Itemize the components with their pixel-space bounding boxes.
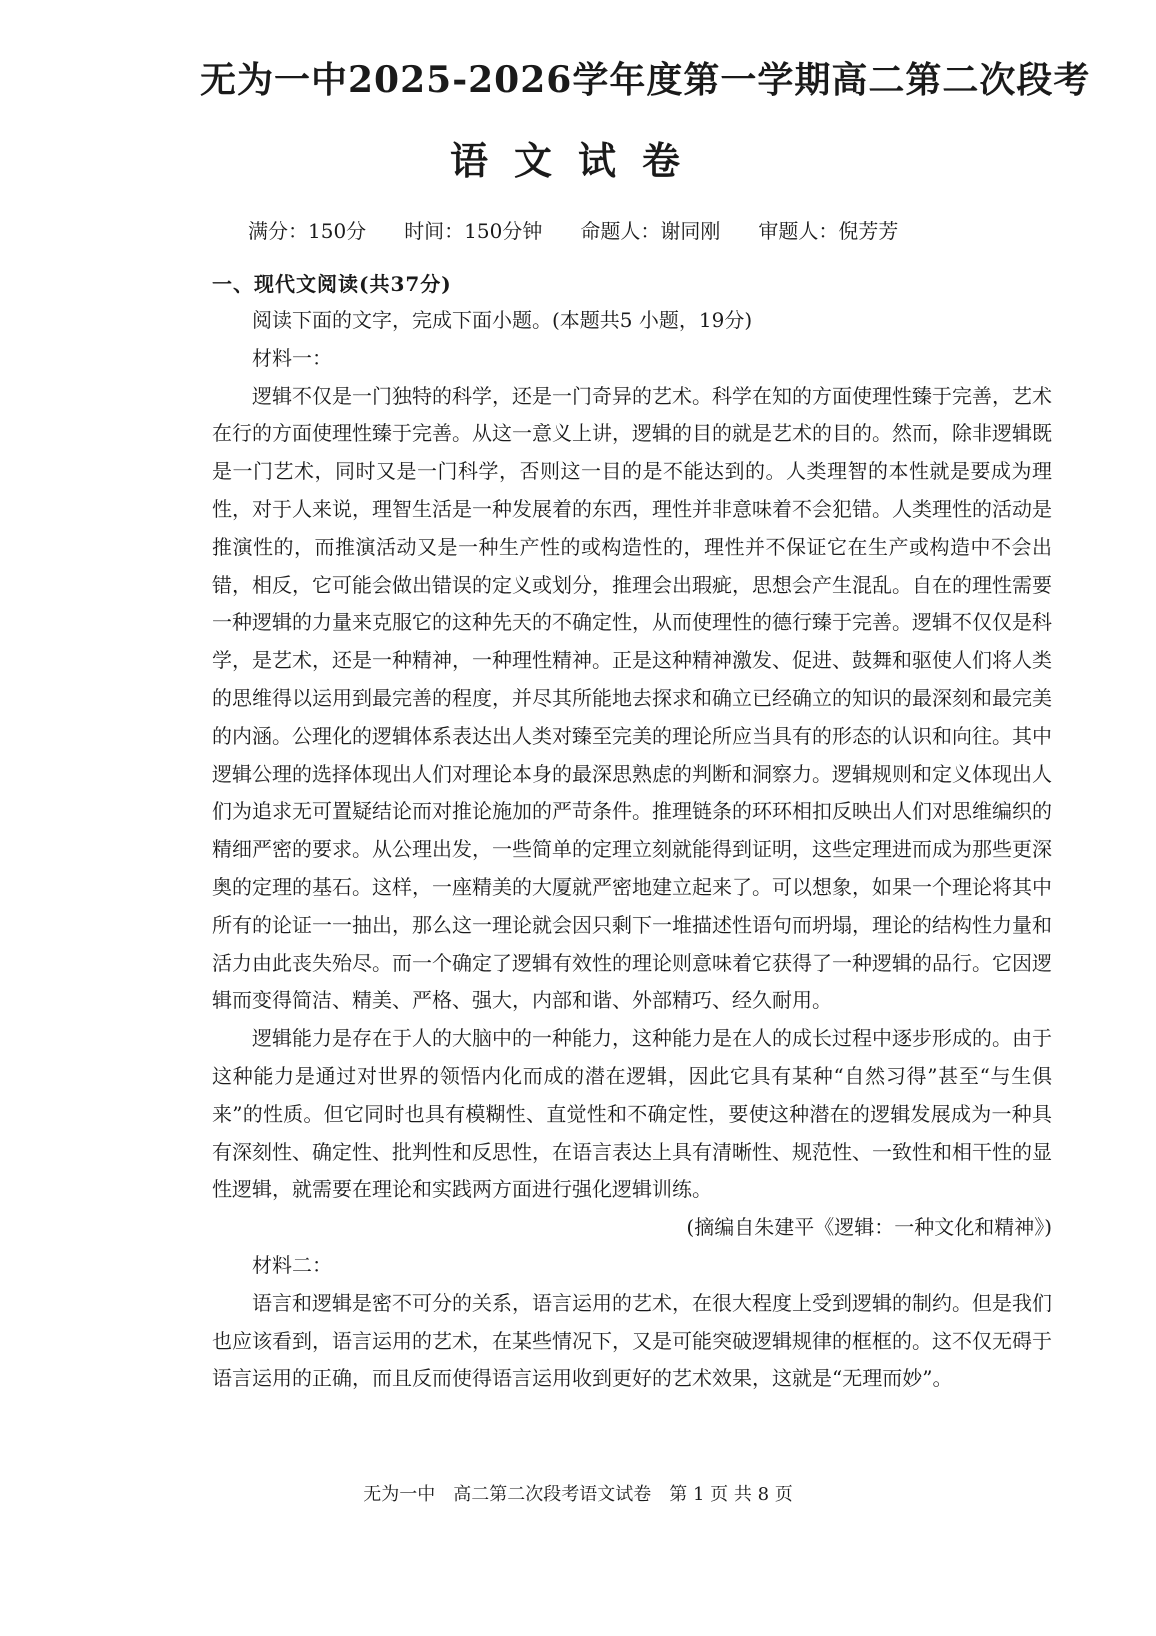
full-score: 满分：150分 [248,219,367,243]
material1-label: 材料一： [252,345,332,370]
instruction: 阅读下面的文字，完成下面小题。(本题共5 小题，19分) [252,308,753,332]
exam-title: 无为一中2025-2026学年度第一学期高二第二次段考 [200,59,1091,101]
section-heading: 一、现代文阅读(共37分) [212,272,452,296]
material1-paragraph-2: 逻辑能力是存在于人的大脑中的一种能力，这种能力是在人的成长过程中逐步形成的。由于这种能力是通过对世界的领悟内化而成的潜在逻辑，因此它具有某种“自然习得”甚至“与生俱来”的性质。但它同时也具有模糊性、直觉性和不确定性，要使这种潜在的逻辑发展成为一种具有深刻性、确定性、批判性和反思性，在语言表达上具有清晰性、规范性、一致性和相干性的显性逻辑，就需要在理论和实践两方面进行强化逻辑训练。 [212,1026,1052,1202]
exam-time: 时间：150分钟 [404,219,543,243]
material2-label: 材料二： [252,1252,332,1277]
question-setter: 命题人：谢同刚 [580,219,721,243]
material2-paragraph-1: 语言和逻辑是密不可分的关系，语言运用的艺术，在很大程度上受到逻辑的制约。但是我们也应该看到，语言运用的艺术，在某些情况下，又是可能突破逻辑规律的框框的。这不仅无碍于语言运用的正确，而且反而使得语言运用收到更好的艺术效果，这就是“无理而妙”。 [212,1290,1052,1391]
material1-source: (摘编自朱建平《逻辑：一种文化和精神》) [686,1215,1052,1240]
page-footer: 无为一中 高二第二次段考语文试卷 第 1 页 共 8 页 [363,1484,793,1505]
material1-paragraph-1: 逻辑不仅是一门独特的科学，还是一门奇异的艺术。科学在知的方面使理性臻于完善，艺术在行的方面使理性臻于完善。从这一意义上讲，逻辑的目的就是艺术的目的。然而，除非逻辑既是一门艺术，同时又是一门科学，否则这一目的是不能达到的。人类理智的本性就是要成为理性，对于人来说，理智生活是一种发展着的东西，理性并非意味着不会犯错。人类理性的活动是推演性的，而推演活动又是一种生产性的或构造性的，理性并不保证它在生产或构造中不会出错，相反，它可能会做出错误的定义或划分，推理会出瑕疵，思想会产生混乱。自在的理性需要一种逻辑的力量来克服它的这种先天的不确定性，从而使理性的德行臻于完善。逻辑不仅仅是科学，是艺术，还是一种精神，一种理性精神。正是这种精神激发、促进、鼓舞和驱使人们将人类的思维得以运用到最完善的程度，并尽其所能地去探求和确立已经确立的知识的最深刻和最完美的内涵。公理化的逻辑体系表达出人类对臻至完美的理论所应当具有的形态的认识和向往。其中逻辑公理的选择体现出人们对理论本身的最深思熟虑的判断和洞察力。逻辑规则和定义体现出人们为追求无可置疑结论而对推论施加的严苛条件。推理链条的环环相扣反映出人们对思维编织的精细严密的要求。从公理出发，一些简单的定理立刻就能得到证明，这些定理进而成为那些更深奥的定理的基石。这样，一座精美的大厦就严密地建立起来了。可以想象，如果一个理论将其中所有的论证一一抽出，那么这一理论就会因只剩下一堆描述性语句而坍塌，理论的结构性力量和活力由此丧失殆尽。而一个确定了逻辑有效性的理论则意味着它获得了一种逻辑的品行。它因逻辑而变得简洁、精美、严格、强大，内部和谐、外部精巧、经久耐用。 [212,383,1052,1013]
reviewer: 审题人：倪芳芳 [758,219,899,243]
exam-meta [248,215,1048,244]
exam-subtitle: 语文试卷 [449,138,706,183]
reading-content [212,302,1052,1398]
